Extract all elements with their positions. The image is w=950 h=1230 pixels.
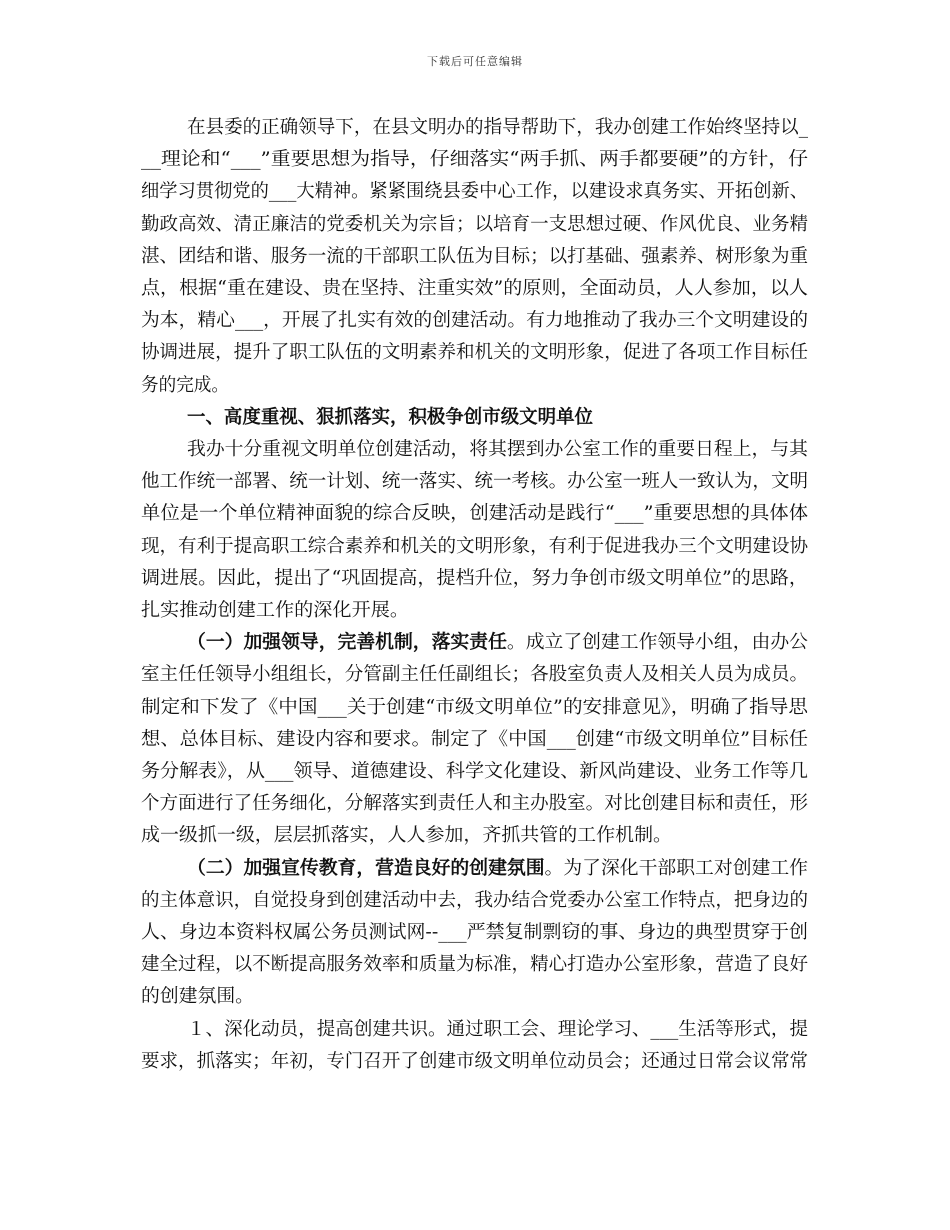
line-text: 人、身边本资料权属公务员测试网--___严禁复制剽窃的事、身边的典型贯穿于创 — [141, 922, 808, 943]
text-line — [141, 1046, 808, 1078]
text-line — [141, 305, 808, 337]
text-line — [187, 434, 808, 466]
line-text: 协调进展，提升了职工队伍的文明素养和机关的文明形象，促进了各项工作目标任 — [141, 342, 809, 364]
text-line — [141, 820, 672, 852]
line-text: 成一级抓一级，层层抓落实，人人参加，齐抓共管的工作机制。 — [141, 825, 673, 847]
text-line — [187, 1014, 808, 1046]
text-line — [141, 788, 808, 820]
text-line — [141, 209, 808, 241]
line-text: 制定和下发了《中国___关于创建“市级文明单位”的安排意见》，明确了指导思 — [141, 696, 808, 718]
text-line — [141, 176, 808, 208]
line-text: 想、总体目标、建设内容和要求。制定了《中国___创建“市级文明单位”目标任 — [141, 728, 809, 750]
section-heading — [187, 402, 593, 434]
text-line — [187, 627, 808, 659]
line-text: 为本，精心___，开展了扎实有效的创建活动。有力地推动了我办三个文明建设的 — [141, 310, 809, 332]
text-line — [187, 112, 808, 144]
text-line — [141, 595, 409, 627]
line-text: 现，有利于提高职工综合素养和机关的文明形象，有利于促进我办三个文明建设协 — [141, 535, 809, 557]
line-text: 。为了深化干部职工对创建工作 — [544, 857, 808, 879]
text-line — [141, 337, 808, 369]
line-text: 室主任任领导小组组长，分管副主任任副组长；各股室负责人及相关人员为成员。 — [141, 664, 809, 686]
line-text: 单位是一个单位精神面貌的综合反映，创建活动是践行“___”重要思想的具体体 — [141, 503, 809, 525]
text-line — [141, 273, 808, 305]
line-text: 要求，抓落实；年初，专门召开了创建市级文明单位动员会；还通过日常会议常常 — [141, 1050, 809, 1072]
text-line — [141, 724, 808, 756]
line-text: 一、高度重视、狠抓落实，积极争创市级文明单位 — [187, 406, 593, 428]
line-text: 务分解表》，从___领导、道德建设、科学文化建设、新风尚建设、业务工作等几 — [141, 761, 809, 782]
text-line — [141, 756, 808, 788]
text-line — [141, 981, 254, 1013]
text-line — [141, 563, 808, 595]
subsection-heading: （二）加强宣传教育，营造良好的创建氛围 — [187, 857, 545, 879]
line-text: 调进展。因此，提出了“巩固提高，提档升位，努力争创市级文明单位”的思路， — [141, 567, 808, 589]
line-text: 。成立了创建工作领导小组，由办公 — [506, 632, 808, 654]
line-text: 勤政高效、清正廉洁的党委机关为宗旨；以培育一支思想过硬、作风优良、业务精 — [141, 213, 809, 235]
text-line — [141, 949, 808, 981]
line-text: 湛、团结和谐、服务一流的干部职工队伍为目标；以打基础、强素养、树形象为重 — [141, 245, 809, 267]
line-text: 他工作统一部署、统一计划、统一落实、统一考核。办公室一班人一致认为，文明 — [141, 471, 809, 493]
page-header: 下载后可任意编辑 — [427, 55, 523, 68]
line-text: 建全过程，以不断提高服务效率和质量为标准，精心打造办公室形象，营造了良好 — [141, 954, 809, 976]
subsection-heading: （一）加强领导，完善机制，落实责任 — [187, 632, 507, 654]
text-line — [187, 853, 808, 885]
text-line — [141, 144, 808, 176]
text-line — [141, 466, 808, 498]
line-text: 扎实推动创建工作的深化开展。 — [141, 600, 410, 621]
text-line — [141, 885, 808, 917]
line-text: 的主体意识，自觉投身到创建活动中去，我办结合党委办公室工作特点，把身边的 — [141, 889, 809, 911]
line-text: 务的完成。 — [141, 374, 230, 396]
text-line — [141, 241, 808, 273]
line-text: 我办十分重视文明单位创建活动，将其摆到办公室工作的重要日程上，与其 — [187, 439, 809, 460]
line-text: 个方面进行了任务细化，分解落实到责任人和主办股室。对比创建目标和责任，形 — [141, 793, 809, 815]
text-line — [141, 917, 808, 949]
line-text: １、深化动员，提高创建共识。通过职工会、理论学习、___生活等形式，提 — [187, 1018, 809, 1040]
text-line — [141, 531, 808, 563]
line-text: 点，根据“重在建设、贵在坚持、注重实效”的原则，全面动员，人人参加，以人 — [141, 278, 808, 299]
text-line — [141, 498, 808, 530]
text-line — [141, 370, 229, 402]
line-text: 的创建氛围。 — [141, 986, 255, 1008]
line-text: 细学习贯彻党的___大精神。紧紧围绕县委中心工作，以建设求真务实、开拓创新、 — [141, 181, 809, 203]
text-line — [141, 659, 808, 691]
line-text: 在县委的正确领导下，在县文明办的指导帮助下，我办创建工作始终坚持以_ — [187, 117, 809, 138]
line-text: __理论和“___”重要思想为指导，仔细落实“两手抓、两手都要硬”的方针，仔 — [141, 149, 809, 171]
text-line — [141, 692, 808, 724]
